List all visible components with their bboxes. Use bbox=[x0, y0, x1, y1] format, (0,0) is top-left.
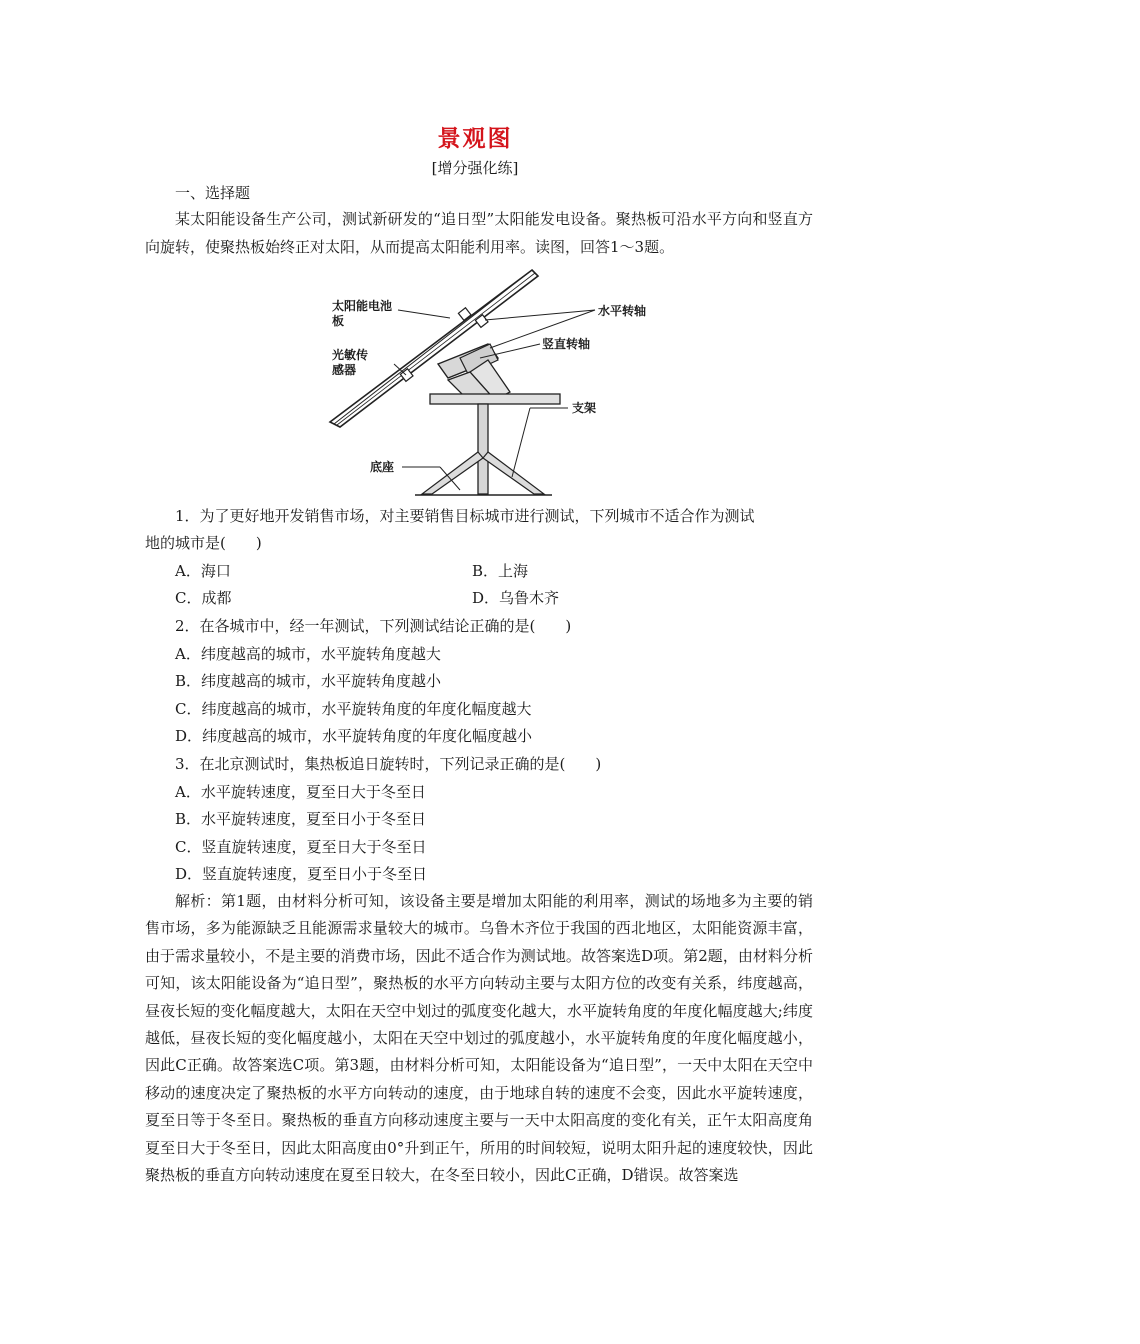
question-2-stem: 2．在各城市中，经一年测试，下列测试结论正确的是( ) bbox=[175, 617, 572, 635]
question-1-stem: 1．为了更好地开发销售市场，对主要销售目标城市进行测试，下列城市不适合作为测试 bbox=[175, 507, 755, 525]
question-1-option-b: B．上海 bbox=[472, 562, 529, 580]
question-1-option-c: C．成都 bbox=[175, 589, 232, 607]
label-horizontal-axis: 水平转轴 bbox=[598, 304, 647, 318]
question-1-stem-cont: 地的城市是( ) bbox=[145, 534, 262, 552]
question-1-option-a: A．海口 bbox=[175, 562, 231, 580]
question-3-option-a: A．水平旋转速度，夏至日大于冬至日 bbox=[175, 783, 426, 801]
label-panel-line1: 太阳能电池 bbox=[332, 299, 393, 313]
question-3-option-b: B．水平旋转速度，夏至日小于冬至日 bbox=[175, 810, 427, 828]
section-heading: 一、选择题 bbox=[175, 184, 251, 202]
question-3-option-c: C．竖直旋转速度，夏至日大于冬至日 bbox=[175, 838, 427, 856]
top-crossbar bbox=[430, 394, 560, 404]
question-2-option-b: B．纬度越高的城市，水平旋转角度越小 bbox=[175, 672, 442, 690]
label-base: 底座 bbox=[370, 460, 395, 474]
label-bracket: 支架 bbox=[572, 401, 597, 415]
support-mast bbox=[478, 404, 488, 494]
solar-tracker-figure bbox=[320, 262, 647, 502]
question-2-option-a: A．纬度越高的城市，水平旋转角度越大 bbox=[175, 645, 441, 663]
page-title: 景观图 bbox=[437, 126, 513, 152]
label-panel-line2: 板 bbox=[332, 314, 345, 328]
question-1-option-d: D．乌鲁木齐 bbox=[472, 589, 560, 607]
label-vertical-axis: 竖直转轴 bbox=[542, 337, 591, 351]
question-2-option-d: D．纬度越高的城市，水平旋转角度的年度化幅度越小 bbox=[175, 727, 533, 745]
intro-paragraph: 某太阳能设备生产公司，测试新研发的“追日型”太阳能发电设备。聚热板可沿水平方向和竖直方向旋转，使聚热板始终正对太阳，从而提高太阳能利用率。读图，回答1～3题。 bbox=[145, 210, 813, 256]
label-sensor-line1: 光敏传 bbox=[332, 348, 369, 362]
question-3-option-d: D．竖直旋转速度，夏至日小于冬至日 bbox=[175, 865, 428, 883]
label-sensor-line2: 感器 bbox=[332, 363, 357, 377]
question-2-option-c: C．纬度越高的城市，水平旋转角度的年度化幅度越大 bbox=[175, 700, 532, 718]
left-leg bbox=[422, 452, 483, 494]
question-3-stem: 3．在北京测试时，集热板追日旋转时，下列记录正确的是( ) bbox=[175, 755, 602, 773]
analysis-paragraph: 解析：第1题，由材料分析可知，该设备主要是增加太阳能的利用率，测试的场地多为主要的销售市场，多为能源缺乏且能源需求量较大的城市。乌鲁木齐位于我国的西北地区，太阳能资源丰富，由于需求量较小，不是主要的消费市场，因此不适合作为测试地。故答案选D项。第2题，由材料分析可知，该太阳能设备为“追日型”，聚热板的水平方向转动主要与太阳方位的改变有关系，纬度越高，昼夜长短的变化幅度越大，太阳在天空中划过的弧度变化越大，水平旋转角度的年度化幅度越大;纬度越低，昼夜长短的变化幅度越小，太阳在天空中划过的弧度越小，水平旋转角度的年度化幅度越小，因此C正确。故答案选C项。第3题，由材料分析可知，太阳能设备为“追日型”，一天中太阳在天空中移动的速度决定了聚热板的水平方向转动的速度，由于地球自转的速度不会变，因此水平旋转速度，夏至日等于冬至日。聚热板的垂直方向移动速度主要与一天中太阳高度的变化有关，正午太阳高度角夏至日大于冬至日，因此太阳高度由0°升到正午，所用的时间较短，说明太阳升起的速度较快，因此聚热板的垂直方向转动速度在夏至日较大，在冬至日较小，因此C正确，D错误。故答案选 bbox=[145, 892, 813, 1185]
page-subtitle: [增分强化练] bbox=[431, 159, 519, 177]
